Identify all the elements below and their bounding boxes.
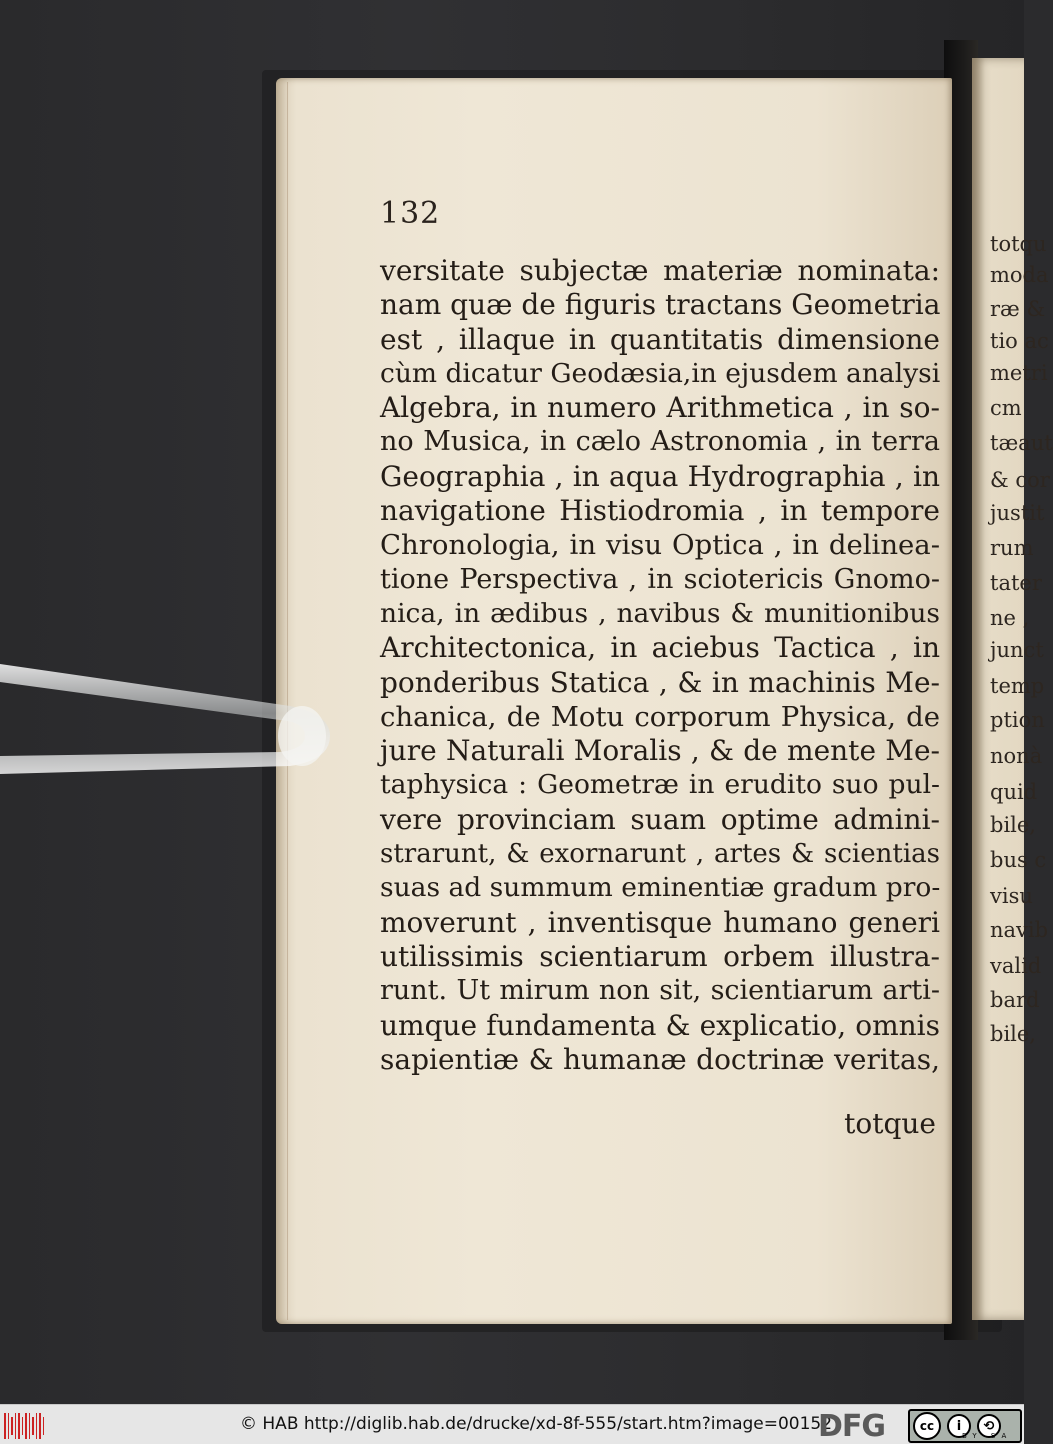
text-line: sapientiæ & humanæ doctrinæ veritas, xyxy=(380,1042,940,1076)
text-line: est , illaque in quantitatis dimensione xyxy=(380,322,940,356)
text-line: versitate subjectæ materiæ nominata: xyxy=(380,254,940,287)
facing-page-fragment: & cor xyxy=(990,468,1050,492)
text-line: Geographia , in aqua Hydrographia , in xyxy=(380,459,940,493)
text-line: cùm dicatur Geodæsia,in ejusdem analysi xyxy=(380,357,941,389)
license-caption: BY SA xyxy=(962,1432,1013,1440)
text-line: taphysica : Geometræ in erudito suo pul- xyxy=(380,769,940,801)
text-line: moverunt , inventisque humano generi xyxy=(380,905,940,939)
text-line: ponderibus Statica , & in machinis Me- xyxy=(380,665,940,699)
text-line: Architectonica, in aciebus Tactica , in xyxy=(380,631,940,665)
facing-page-fragment: ræ & xyxy=(990,297,1046,321)
text-line: Chronologia, in visu Optica , in delinea- xyxy=(380,529,940,562)
facing-page-fragment: ption xyxy=(990,708,1045,732)
text-line: navigatione Histiodromia , in tempore xyxy=(380,494,940,528)
text-line: chanica, de Motu corporum Physica, de xyxy=(380,700,940,733)
facing-page-fragment: quid xyxy=(990,780,1038,804)
text-line: nica, in ædibus , navibus & munitionibus xyxy=(380,597,940,629)
page-number: 132 xyxy=(380,196,441,231)
dfg-logo: DFG xyxy=(818,1409,886,1444)
glass-page-holder xyxy=(0,664,330,774)
text-line: vere provinciam suam optime admini- xyxy=(380,802,940,836)
by-icon: i xyxy=(947,1414,971,1438)
facing-page-fragment: temp xyxy=(990,674,1045,698)
page-body-text xyxy=(380,254,940,1077)
text-line: utilissimis scientiarum orbem illustra- xyxy=(380,939,940,973)
facing-page-fragment: tater xyxy=(990,571,1042,595)
facing-page-edge xyxy=(972,58,1053,1320)
text-line: jure Naturali Moralis , & de mente Me- xyxy=(380,734,940,768)
facing-page-fragment: navib xyxy=(990,918,1049,942)
facing-page-fragment: nonà xyxy=(990,744,1043,768)
text-line: umque fundamenta & explicatio, omnis xyxy=(380,1008,940,1042)
facing-page-fragment: bile, xyxy=(990,1022,1036,1046)
text-line: strarunt, & exornarunt , artes & scientias xyxy=(380,839,940,870)
facing-page-fragment: moda xyxy=(990,263,1049,287)
footer-bar xyxy=(0,1404,1024,1444)
facing-page-fragment: bard xyxy=(990,988,1040,1012)
facing-page-fragment: tio ac xyxy=(990,329,1049,353)
facing-page-fragment: rum xyxy=(990,536,1034,560)
facing-page-fragment: tæaut xyxy=(990,431,1053,455)
facing-page-fragment: totqu xyxy=(990,232,1047,256)
text-line: tione Perspectiva , in sciotericis Gnomo- xyxy=(380,563,940,595)
facing-page-fragment: metri xyxy=(990,361,1048,385)
hab-logo-icon xyxy=(4,1413,48,1439)
text-line: suas ad summum eminentiæ gradum pro- xyxy=(380,872,941,904)
copyright-link[interactable]: © HAB http://diglib.hab.de/drucke/xd-8f-555/start.htm?image=00152 xyxy=(240,1414,833,1434)
facing-page-fragment: cm xyxy=(990,396,1022,420)
text-line: no Musica, in cælo Astronomia , in terra xyxy=(380,426,940,458)
facing-page-fragment: bile, xyxy=(990,813,1036,837)
facing-page-fragment: visu xyxy=(990,884,1033,908)
facing-page-fragment: junct xyxy=(990,638,1044,662)
facing-page-fragment: justit xyxy=(990,501,1045,525)
catchword: totque xyxy=(844,1107,936,1140)
cc-license-badge[interactable] xyxy=(908,1409,1022,1443)
facing-page-fragment: valid xyxy=(990,954,1042,978)
text-line: runt. Ut mirum non sit, scientiarum arti- xyxy=(380,975,940,1007)
text-line: nam quæ de figuris tractans Geometria xyxy=(380,288,941,322)
facing-page-fragment: bus c xyxy=(990,848,1047,872)
cc-icon: cc xyxy=(913,1412,941,1440)
sa-icon: ⟲ xyxy=(977,1414,1001,1438)
text-line: Algebra, in numero Arithmetica , in so- xyxy=(380,391,940,425)
facing-page-fragment: ne , xyxy=(990,606,1030,630)
